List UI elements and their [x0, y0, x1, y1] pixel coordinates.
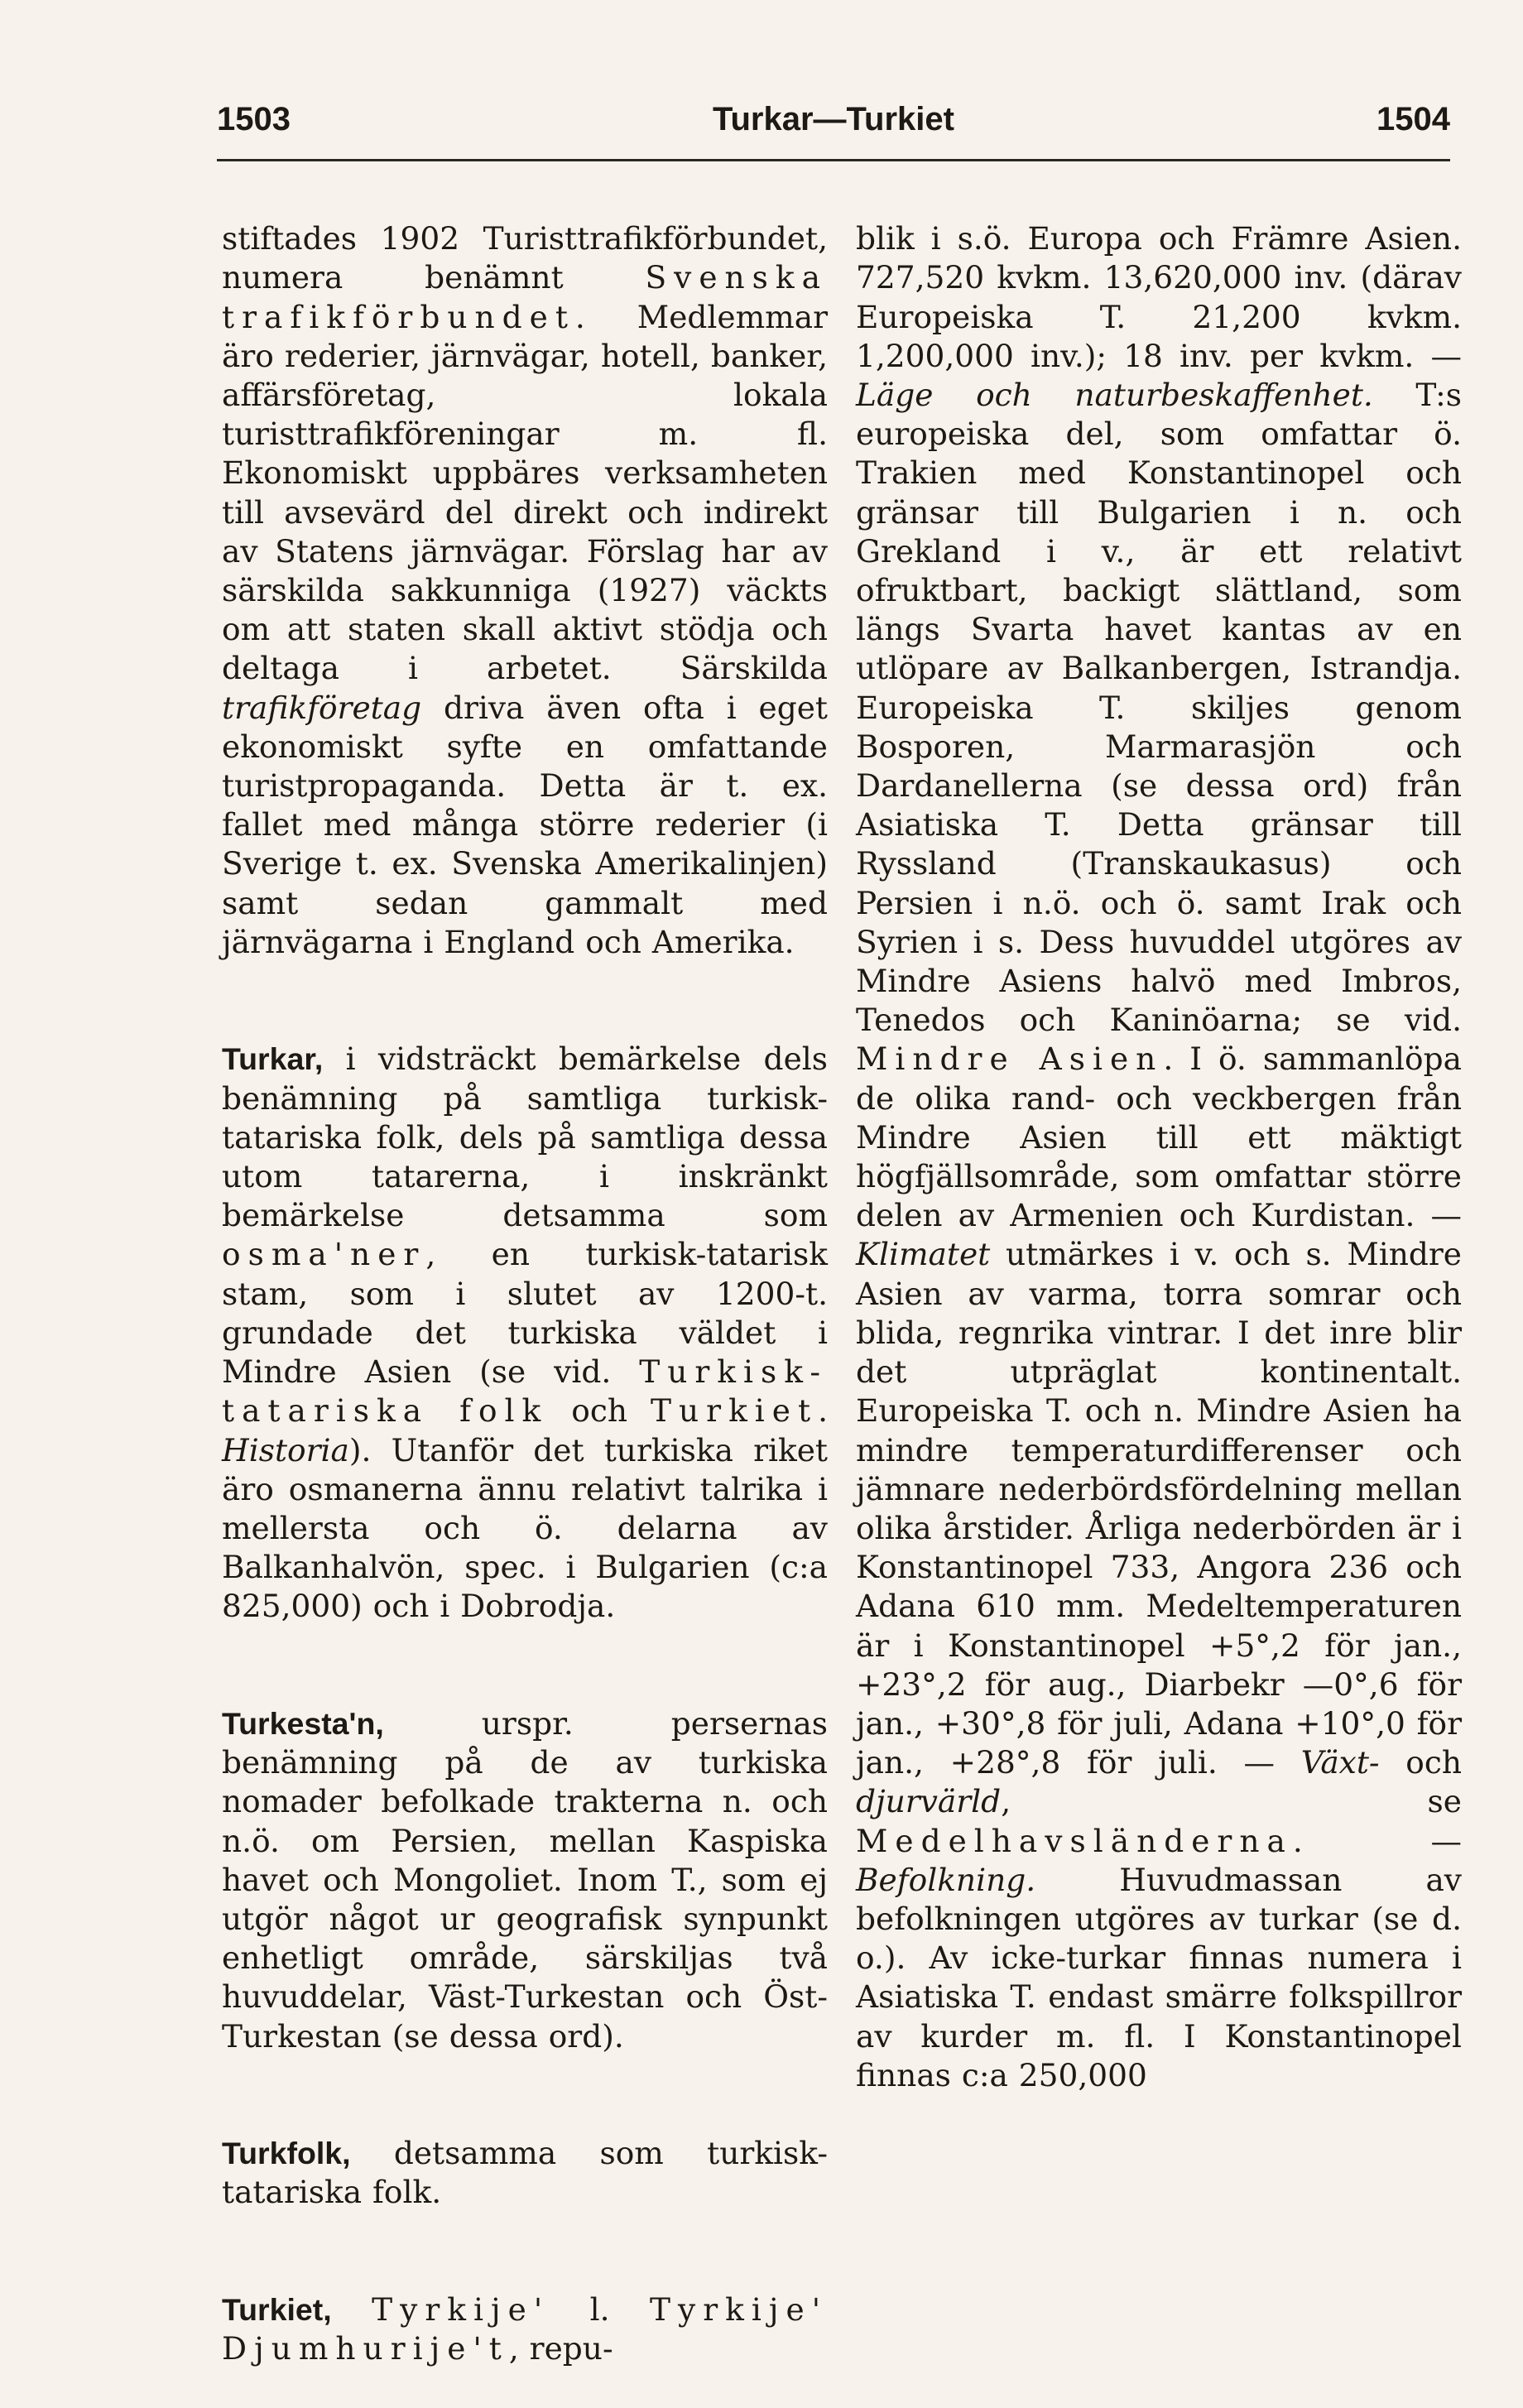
- entry-headword: Turkesta'n,: [222, 1705, 384, 1741]
- entry-headword: Turkiet,: [222, 2291, 332, 2327]
- italic-term: Läge och naturbeskaffenhet.: [856, 377, 1373, 414]
- spaced-term: Tyrkije' Djumhurije't: [222, 2290, 828, 2367]
- spaced-term: Mindre Asien: [856, 1041, 1164, 1078]
- text: , repu-: [508, 2330, 613, 2367]
- text: l.: [550, 2290, 651, 2328]
- text: . I ö. sammanlöpa de olika rand- och veckbergen från Mindre Asien till ett mäktigt högfjällsområde, som omfattar större delen av Armenien och Kurdistan. —: [856, 1041, 1462, 1234]
- entry-turkiet-continued: [856, 219, 1462, 2095]
- header-rule: [217, 159, 1450, 161]
- text: . Medlemmar äro rederier, järnvägar, hotell, banker, affärsföretag, lokala turisttrafikföreningar m. fl. Ekonomiskt uppbäres verksamheten till avsevärd del direkt och indirekt av Statens järnvägar. Förslag har av särskilda sakkunniga (1927) väckts om att staten skall aktivt stödja och deltaga i arbetet. Särskilda: [222, 298, 828, 687]
- text: stiftades 1902 Turisttrafikförbundet, numera benämnt: [222, 220, 828, 296]
- page-number-left: 1503: [217, 101, 291, 137]
- text: och: [548, 1392, 651, 1430]
- spaced-term: Svenska trafikförbundet: [222, 259, 828, 335]
- entry-turkar: [222, 1040, 828, 1626]
- page-header: [217, 93, 1450, 151]
- spaced-term: Turkisk-tatariska folk: [222, 1353, 828, 1430]
- spaced-term: osma'ner: [222, 1236, 426, 1273]
- italic-term: Klimatet: [856, 1236, 991, 1273]
- text: Huvudmassan av befolkningen utgöres av turkar (se d. o.). Av icke-turkar finnas numera i Asiatiska T. endast smärre folkspillror av kurder m. fl. I Konstantinopel finnas c:a 250,000: [856, 1861, 1462, 2093]
- text: T:s europeiska del, som omfattar ö. Trakien med Konstantinopel och gränsar till Bulgarien i n. och Grekland i v., är ett relativt ofruktbart, backigt slättland, som längs Svarta havet kantas av en utlöpare av Balkanbergen, Istrandja. Europeiska T. skiljes genom Bosporen, Marmarasjön och Dardanellerna (se dessa ord) från Asiatiska T. Detta gränsar till Ryssland (Transkaukasus) och Persien i n.ö. och ö. samt Irak och Syrien i s. Dess huvuddel utgöres av Mindre Asiens halvö med Imbros, Tenedos och Kaninöarna; se vid.: [856, 377, 1462, 1039]
- text: och: [1379, 1744, 1463, 1781]
- entry-headword: Turkfolk,: [222, 2136, 351, 2171]
- text: , se: [1001, 1783, 1462, 1820]
- italic-term: Växt-: [1300, 1744, 1380, 1781]
- spaced-term: Tyrkije': [372, 2290, 550, 2328]
- spaced-term: Turkiet: [650, 1392, 819, 1430]
- text: blik i s.ö. Europa och Främre Asien. 727,520 kvkm. 13,620,000 inv. (därav Europeiska T. 21,200 kvkm. 1,200,000 inv.); 18 inv. per kvkm. —: [856, 220, 1462, 374]
- text: .: [818, 1392, 828, 1430]
- page-number-right: 1504: [1376, 101, 1450, 137]
- text: utmärkes i v. och s. Mindre Asien av varma, torra somrar och blida, regnrika vintrar. I det inre blir det utpräglat kontinentalt. Europeiska T. och n. Mindre Asien ha mindre temperaturdifferenser och jämnare nederbördsfördelning mellan olika årstider. Årliga nederbörden är i Konstantinopel 733, Angora 236 och Adana 610 mm. Medeltemperaturen är i Konstantinopel +5°,2 för jan., +23°,2 för aug., Diarbekr —0°,6 för jan., +30°,8 för juli, Adana +10°,0 för jan., +28°,8 för juli. —: [856, 1236, 1462, 1781]
- right-column: [856, 180, 1462, 2134]
- text: i vidsträckt bemärkelse dels benämning på samtliga turkisk-tatariska folk, dels på samtliga dessa utom tatarerna, i inskränkt bemärkelse detsamma som: [222, 1041, 828, 1234]
- text: driva även ofta i eget ekonomiskt syfte en omfattande turistpropaganda. Detta är t. ex. fallet med många större rederier (i Sverige t. ex. Svenska Amerikalinjen) samt sedan gammalt med järnvägarna i England och Amerika.: [222, 689, 828, 960]
- entry-turkiet: [222, 2290, 828, 2368]
- entry-continuation: [222, 219, 828, 962]
- entry-headword: Turkar,: [222, 1041, 324, 1077]
- text: urspr. persernas benämning på de av turkiska nomader befolkade trakterna n. och n.ö. om Persien, mellan Kaspiska havet och Mongoliet. Inom T., som ej utgör något ur geografisk synpunkt enhetligt område, särskiljas två huvuddelar, Väst-Turkestan och Öst-Turkestan (se dessa ord).: [222, 1704, 828, 2055]
- text: ). Utanför det turkiska riket äro osmanerna ännu relativt talrika i mellersta och ö. delarna av Balkanhalvön, spec. i Bulgarien (c:a 825,000) och i Dobrodja.: [222, 1431, 828, 1625]
- left-column: [222, 180, 828, 2408]
- italic-term: Historia: [222, 1431, 349, 1468]
- entry-turkestan: [222, 1704, 828, 2056]
- italic-term: djurvärld: [856, 1783, 1002, 1820]
- running-title: Turkar—Turkiet: [713, 101, 954, 137]
- text: detsamma som turkisk-tatariska folk.: [222, 2135, 828, 2211]
- text: . —: [1292, 1822, 1462, 1859]
- entry-turkfolk: [222, 2134, 828, 2212]
- text: [332, 2291, 372, 2328]
- italic-term: Befolkning.: [856, 1861, 1036, 1898]
- text: , en turkisk-tatarisk stam, som i slutet av 1200-t. grundade det turkiska väldet i Mindre Asien (se vid.: [222, 1236, 828, 1391]
- italic-term: trafikföretag: [222, 689, 422, 726]
- spaced-term: Medelhavsländerna: [856, 1822, 1293, 1859]
